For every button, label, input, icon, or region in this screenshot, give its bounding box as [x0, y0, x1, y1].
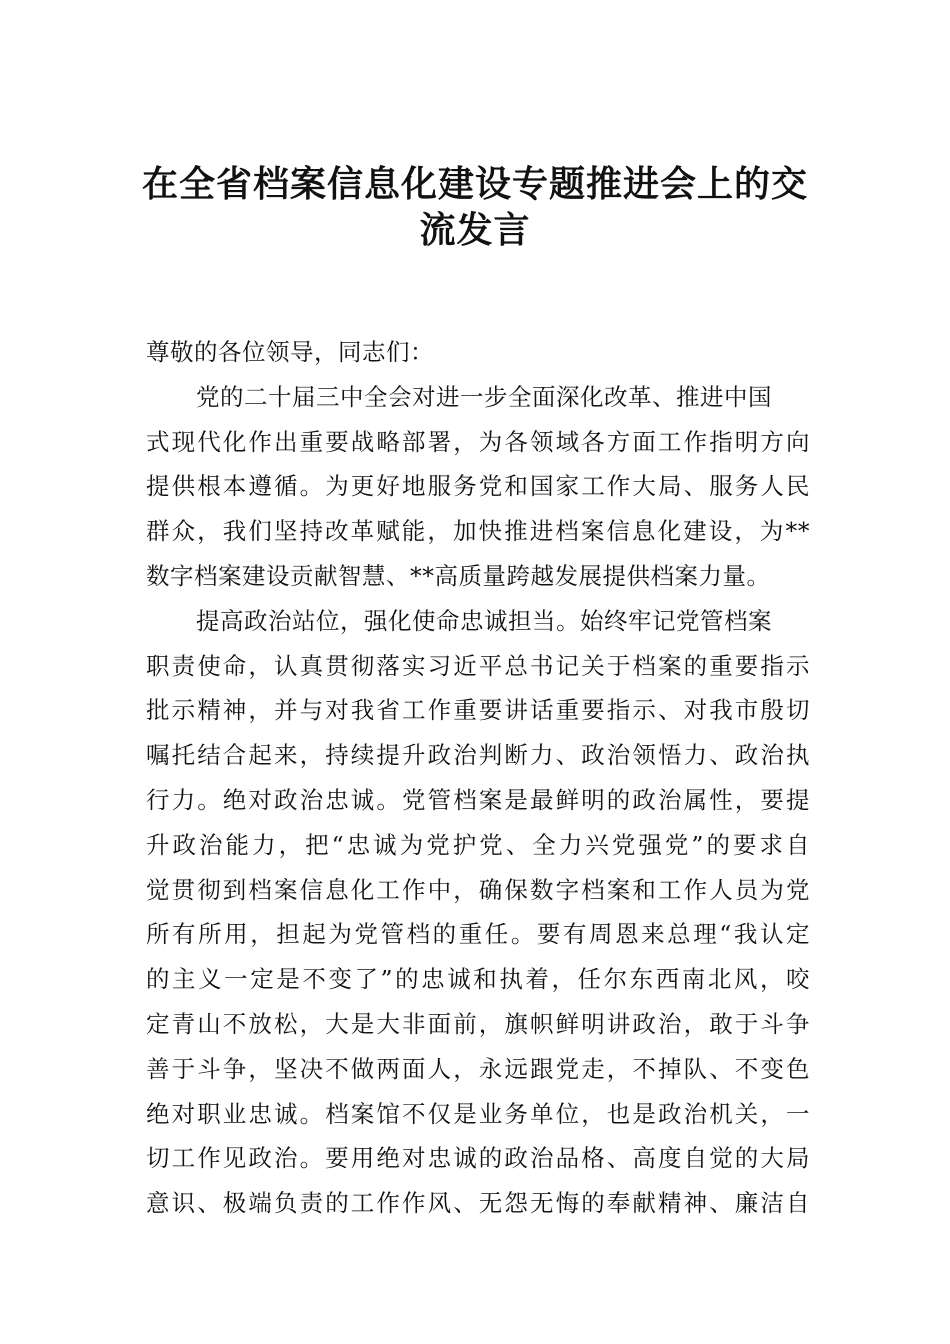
paragraph-1-line: 提供根本遵循。为更好地服务党和国家工作大局、服务人民 [146, 472, 810, 501]
paragraph-2-line: 的主义一定是不变了”的忠诚和执着，任尔东西南北风，咬 [146, 965, 810, 994]
paragraph-1-line: 式现代化作出重要战略部署，为各领域各方面工作指明方向 [146, 427, 810, 456]
paragraph-2-line: 善于斗争，坚决不做两面人，永远跟党走，不掉队、不变色 [146, 1054, 810, 1083]
paragraph-2-line: 提高政治站位，强化使命忠诚担当。始终牢记党管档案 [196, 606, 772, 635]
paragraph-2-line: 意识、极端负责的工作作风、无怨无悔的奉献精神、廉洁自 [146, 1189, 810, 1218]
paragraph-2-line: 职责使命，认真贯彻落实习近平总书记关于档案的重要指示 [146, 651, 810, 680]
paragraph-2-line: 行力。绝对政治忠诚。党管档案是最鲜明的政治属性，要提 [146, 785, 810, 814]
paragraph-2-line: 绝对职业忠诚。档案馆不仅是业务单位，也是政治机关，一 [146, 1099, 810, 1128]
salutation: 尊敬的各位领导，同志们： [146, 338, 434, 366]
document-title-line-2: 流发言 [419, 209, 531, 251]
paragraph-2-line: 觉贯彻到档案信息化工作中，确保数字档案和工作人员为党 [146, 875, 810, 904]
paragraph-2-line: 所有所用，担起为党管档的重任。要有周恩来总理“我认定 [146, 920, 810, 949]
paragraph-2-line: 嘱托结合起来，持续提升政治判断力、政治领悟力、政治执 [146, 741, 810, 770]
paragraph-1-line: 党的二十届三中全会对进一步全面深化改革、推进中国 [196, 382, 772, 411]
document-title-line-1: 在全省档案信息化建设专题推进会上的交 [141, 163, 808, 205]
paragraph-2-line: 定青山不放松，大是大非面前，旗帜鲜明讲政治，敢于斗争 [146, 1009, 810, 1038]
paragraph-1-line: 数字档案建设贡献智慧、**高质量跨越发展提供档案力量。 [146, 561, 771, 590]
paragraph-2-line: 批示精神，并与对我省工作重要讲话重要指示、对我市殷切 [146, 696, 810, 725]
paragraph-2-line: 切工作见政治。要用绝对忠诚的政治品格、高度自觉的大局 [146, 1144, 810, 1173]
document-body [146, 330, 810, 1226]
paragraph-2-line: 升政治能力，把“忠诚为党护党、全力兴党强党”的要求自 [146, 830, 810, 859]
paragraph-1-line: 群众，我们坚持改革赋能，加快推进档案信息化建设，为** [146, 517, 810, 546]
